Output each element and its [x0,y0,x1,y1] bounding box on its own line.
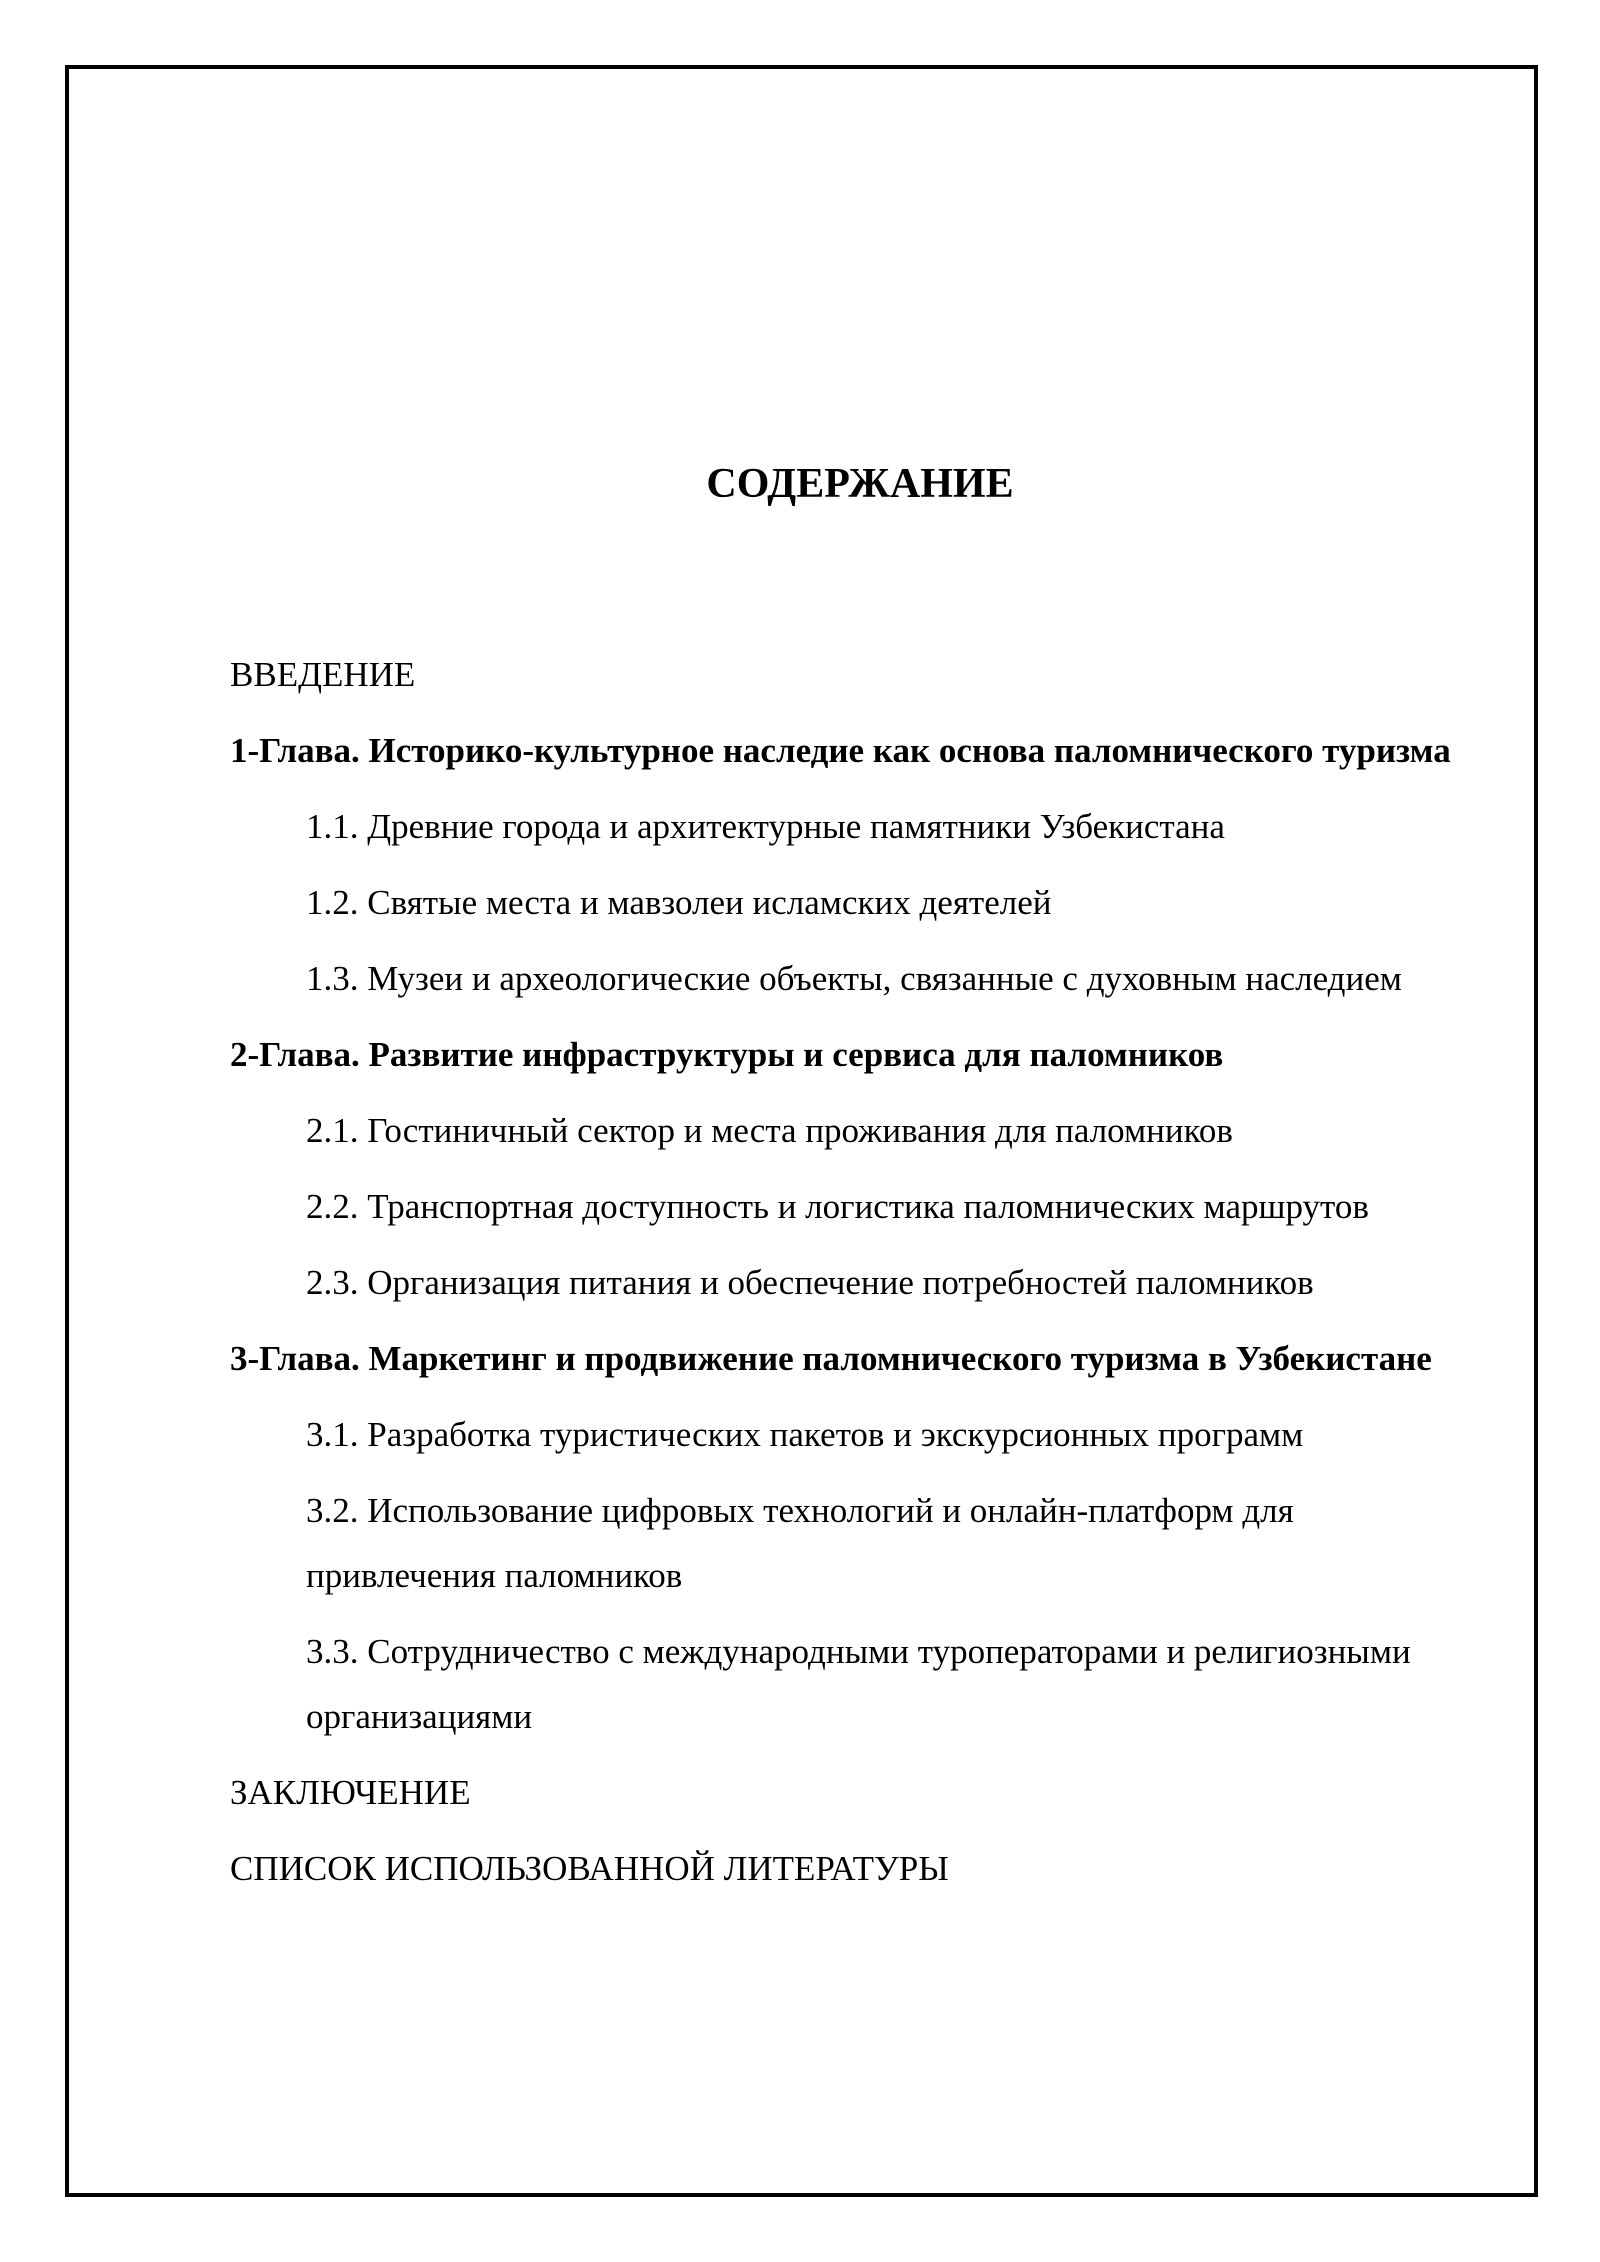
toc-chapter-1: 1-Глава. Историко-культурное наследие как основа паломнического туризма [230,731,1451,770]
page-title: СОДЕРЖАНИЕ [706,461,1014,507]
toc-entry-bibliography: СПИСОК ИСПОЛЬЗОВАННОЙ ЛИТЕРАТУРЫ [230,1849,949,1888]
toc-chapter-3: 3-Глава. Маркетинг и продвижение паломнического туризма в Узбекистане [230,1339,1432,1378]
toc-entry-2-2: 2.2. Транспортная доступность и логистика паломнических маршрутов [306,1187,1369,1226]
toc-entry-1-1: 1.1. Древние города и архитектурные памятники Узбекистана [306,807,1225,846]
toc-entry-1-2: 1.2. Святые места и мавзолеи исламских деятелей [306,883,1052,922]
toc-entry-2-3: 2.3. Организация питания и обеспечение потребностей паломников [306,1263,1314,1302]
toc-entry-3-3: 3.3. Сотрудничество с международными туроператорами и религиозными организациями [306,1632,1411,1736]
toc-entry-3-2: 3.2. Использование цифровых технологий и онлайн-платформ для привлечения паломников [306,1491,1294,1595]
toc-entry-1-3: 1.3. Музеи и археологические объекты, связанные с духовным наследием [306,959,1402,998]
toc-entry-introduction: ВВЕДЕНИЕ [230,655,416,694]
toc-entry-3-1: 3.1. Разработка туристических пакетов и экскурсионных программ [306,1415,1304,1454]
table-of-contents [230,642,1490,1912]
toc-entry-conclusion: ЗАКЛЮЧЕНИЕ [230,1773,471,1812]
toc-entry-2-1: 2.1. Гостиничный сектор и места проживания для паломников [306,1111,1233,1150]
toc-chapter-2: 2-Глава. Развитие инфраструктуры и сервиса для паломников [230,1035,1224,1074]
